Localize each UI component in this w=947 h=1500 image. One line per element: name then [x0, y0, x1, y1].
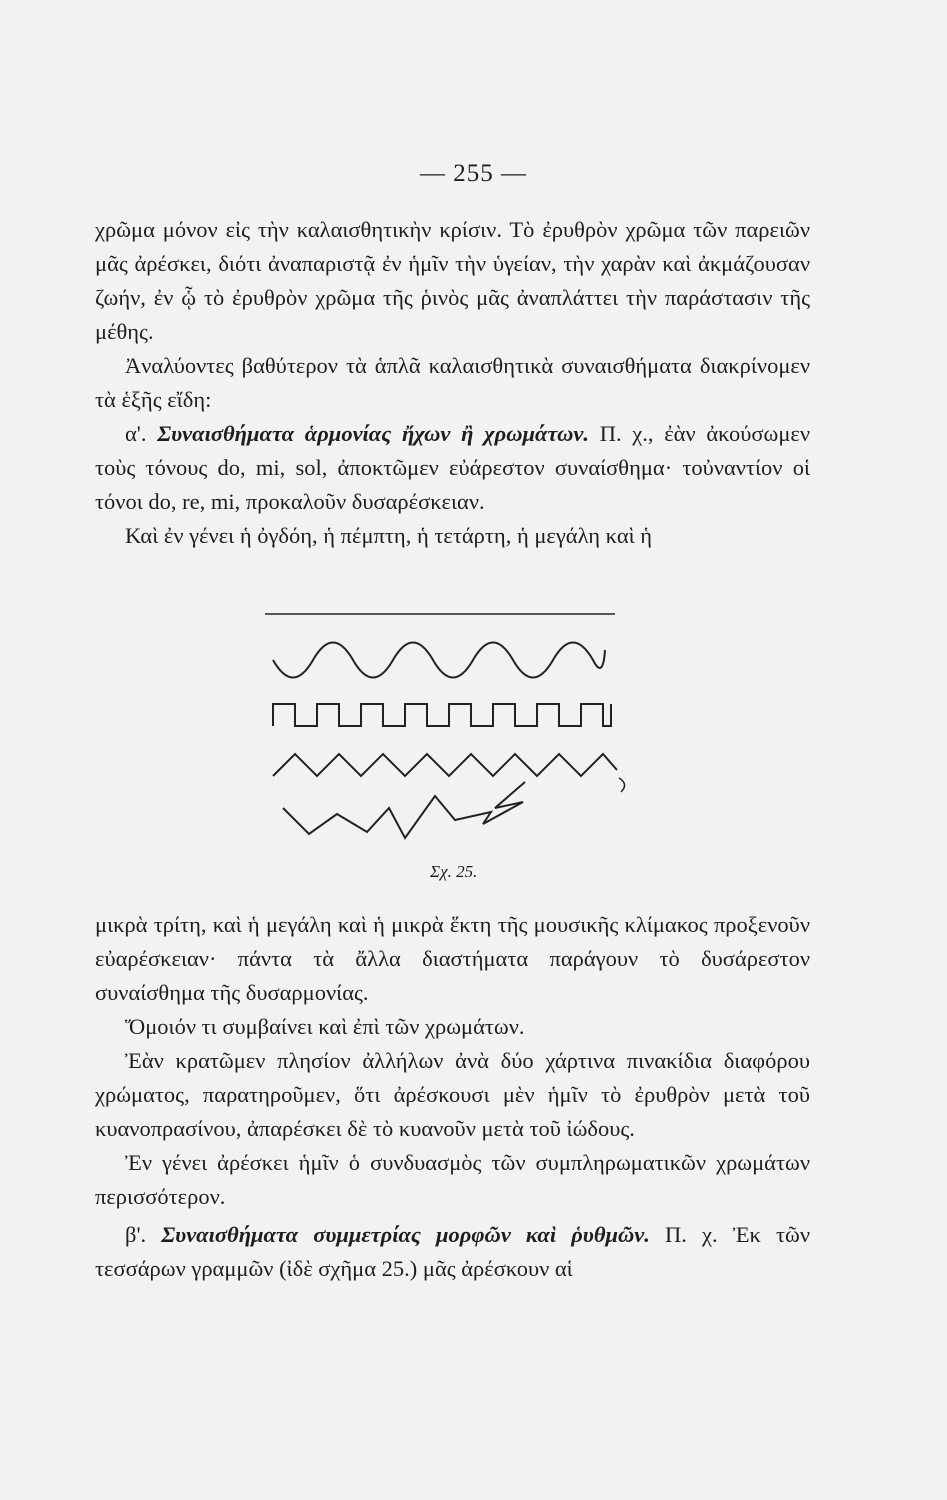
paragraph: χρῶμα μόνον εἰς τὴν καλαισθητικὴν κρίσιν. Τὸ ἐρυθρὸν χρῶμα τῶν παρειῶν μᾶς ἀρέσκει, διότι ἀναπαριστᾷ ἐν ἡμῖν τὴν ὑγείαν, τὴν χαρὰν καὶ ἀκμάζουσαν ζωήν, ἐν ᾧ τὸ ἐρυθρὸν χρῶμα τῆς ῥινὸς μᾶς ἀναπλάττει τὴν παράστασιν τῆς μέθης. — [95, 217, 810, 344]
section-alpha — [95, 417, 810, 519]
section-heading: Συναισθήματα ἁρμονίας ἤχων ἢ χρωμάτων. — [157, 421, 589, 446]
section-label: α'. — [125, 421, 147, 446]
paragraph: Ἐν γένει ἀρέσκει ἡμῖν ὁ συνδυασμὸς τῶν συμπληρωματικῶν χρωμάτων περισσότερον. — [95, 1150, 810, 1209]
zigzag-line — [273, 754, 617, 776]
paragraph: μικρὰ τρίτη, καὶ ἡ μεγάλη καὶ ἡ μικρὰ ἕκτη τῆς μουσικῆς κλίμακος προξενοῦν εὐαρέσκειαν· πάντα τὰ ἄλλα διαστήματα παράγουν τὸ δυσάρεστον συναίσθημα τῆς δυσαρμονίας. — [95, 912, 810, 1005]
section-text: Π. χ. Ἐκ τῶν τεσσάρων γραμμῶν (ἰδὲ σχῆμα 25.) μᾶς ἀρέσκουν αἱ — [95, 1222, 811, 1281]
bottom-text-block — [95, 908, 810, 1286]
section-label: β'. — [125, 1222, 147, 1247]
paragraph: Ἐὰν κρατῶμεν πλησίον ἀλλήλων ἀνὰ δύο χάρτινα πινακίδια διαφόρου χρώματος, παρατηροῦμεν, ὅτι ἀρέσκουσι μὲν ἡμῖν τὸ ἐρυθρὸν μετὰ τοῦ κυανοπρασίνου, ἀπαρέσκει δὲ τὸ κυανοῦν μετὰ τοῦ ἰώδους. — [95, 1048, 810, 1141]
section-beta — [95, 1218, 810, 1286]
figure-25 — [255, 600, 655, 870]
figure-25-drawing — [255, 600, 655, 870]
paragraph: Ἀναλύοντες βαθύτερον τὰ ἁπλᾶ καλαισθητικὰ συναισθήματα διακρίνομεν τὰ ἑξῆς εἴδη: — [95, 353, 810, 412]
section-text: Π. χ., ἐὰν ἀκούσωμεν τοὺς τόνους do, mi, sol, ἀποκτῶμεν εὐάρεστον συναίσθημα· τοὐναντίον οἱ τόνοι do, re, mi, προκαλοῦν δυσαρέσκειαν. — [95, 421, 811, 514]
figure-caption: Σχ. 25. — [430, 862, 478, 881]
section-heading: Συναισθήματα συμμετρίας μορφῶν καὶ ῥυθμῶν. — [161, 1222, 650, 1247]
square-wave-line — [273, 704, 611, 726]
page-number: — 255 — — [420, 160, 527, 187]
zigzag-end-mark — [619, 778, 625, 792]
irregular-zigzag-line — [283, 782, 525, 838]
paragraph: Καὶ ἐν γένει ἡ ὀγδόη, ἡ πέμπτη, ἡ τετάρτη, ἡ μεγάλη καὶ ἡ — [125, 523, 653, 548]
top-text-block — [95, 213, 810, 553]
wave-line — [273, 643, 605, 678]
paragraph: Ὅμοιόν τι συμβαίνει καὶ ἐπὶ τῶν χρωμάτων. — [125, 1014, 525, 1039]
